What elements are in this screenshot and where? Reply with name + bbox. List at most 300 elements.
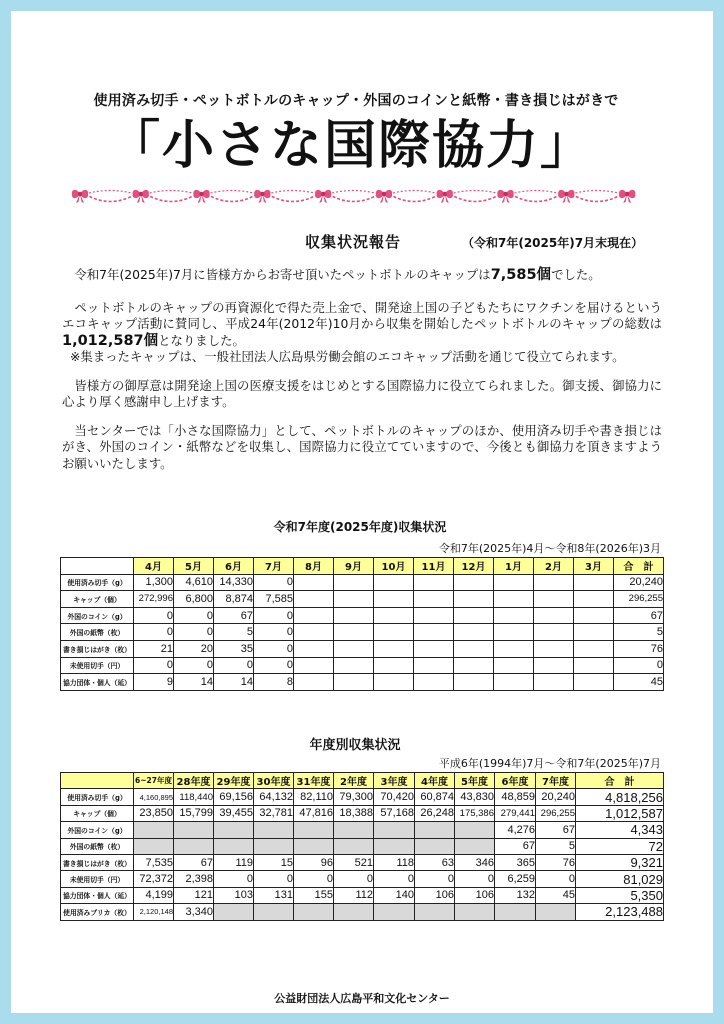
value-cell: 26,248 — [415, 805, 455, 821]
column-header: 6年度 — [495, 773, 536, 789]
value-cell: 8 — [254, 674, 294, 691]
value-cell: 0 — [415, 871, 455, 887]
ribbon-segment — [450, 194, 501, 202]
value-cell — [494, 674, 534, 691]
shaded-cell — [536, 904, 576, 920]
monthly-caps-count: 7,585個 — [490, 267, 552, 283]
value-cell: 4,160,895 — [134, 789, 174, 805]
table-row — [61, 591, 664, 608]
value-cell: 0 — [134, 624, 174, 641]
value-cell — [494, 591, 534, 608]
value-cell — [334, 607, 374, 624]
ribbon-segment — [146, 191, 197, 195]
value-cell: 67 — [536, 822, 576, 838]
value-cell: 0 — [294, 871, 334, 887]
value-cell — [494, 640, 534, 657]
value-cell: 32,781 — [254, 805, 294, 821]
value-cell: 76 — [536, 854, 576, 870]
shaded-cell — [374, 904, 415, 920]
value-cell: 64,132 — [254, 789, 294, 805]
value-cell: 106 — [415, 887, 455, 903]
column-header: 4月 — [134, 558, 174, 575]
bow-icon — [376, 190, 392, 203]
value-cell: 15 — [254, 854, 294, 870]
value-cell — [454, 624, 494, 641]
ribbon-segment — [571, 194, 622, 202]
value-cell: 48,859 — [495, 789, 536, 805]
value-cell: 43,830 — [455, 789, 495, 805]
row-label: 使用済み切手（g） — [61, 789, 134, 805]
value-cell: 103 — [214, 887, 254, 903]
bow-knot — [321, 192, 325, 196]
value-cell: 14 — [174, 674, 214, 691]
value-cell: 20 — [174, 640, 214, 657]
column-header: 28年度 — [174, 773, 214, 789]
shaded-cell — [134, 822, 174, 838]
value-cell — [574, 607, 614, 624]
value-cell — [534, 640, 574, 657]
bow-knot — [78, 192, 82, 196]
ribbon-segment — [571, 191, 622, 195]
footer-organization: 公益財団法人広島平和文化センター — [274, 992, 450, 1005]
value-cell: 365 — [495, 854, 536, 870]
value-cell — [414, 657, 454, 674]
total-cell: 2,123,488 — [576, 904, 664, 920]
value-cell: 23,850 — [134, 805, 174, 821]
value-cell: 67 — [214, 607, 254, 624]
value-cell — [294, 574, 334, 591]
column-header: 12月 — [454, 558, 494, 575]
value-cell: 69,156 — [214, 789, 254, 805]
history-table — [60, 772, 664, 921]
value-cell — [574, 674, 614, 691]
value-cell — [334, 624, 374, 641]
table-row — [61, 574, 664, 591]
value-cell: 140 — [374, 887, 415, 903]
ribbon-segment — [146, 194, 197, 202]
report-body — [62, 267, 662, 472]
flyer-subtitle: 使用済み切手・ペットボトルのキャップ・外国のコインと紙幣・書き損じはがきで — [93, 93, 619, 109]
value-cell: 106 — [455, 887, 495, 903]
value-cell — [374, 657, 414, 674]
table-row — [61, 854, 664, 870]
row-label: キャップ（個） — [61, 591, 134, 608]
table-row — [61, 789, 664, 805]
value-cell: 0 — [174, 657, 214, 674]
value-cell: 60,874 — [415, 789, 455, 805]
table-row — [61, 887, 664, 903]
value-cell — [414, 591, 454, 608]
history-table-period: 平成6年(1994年)7月～令和7年(2025年)7月 — [438, 757, 661, 770]
value-cell: 5 — [536, 838, 576, 854]
corner-cell — [61, 773, 134, 789]
value-cell — [374, 607, 414, 624]
value-cell: 1,300 — [134, 574, 174, 591]
value-cell: 0 — [214, 657, 254, 674]
column-header: 1月 — [494, 558, 534, 575]
value-cell — [334, 674, 374, 691]
paragraph-eco-cap — [62, 300, 662, 350]
row-label: 未使用切手（円） — [61, 871, 134, 887]
value-cell: 82,110 — [294, 789, 334, 805]
value-cell — [414, 674, 454, 691]
value-cell: 15,799 — [174, 805, 214, 821]
ribbon-segment — [267, 191, 318, 195]
value-cell — [534, 624, 574, 641]
value-cell — [374, 624, 414, 641]
total-cell: 4,818,256 — [576, 789, 664, 805]
value-cell: 0 — [214, 871, 254, 887]
value-cell — [494, 607, 534, 624]
value-cell: 119 — [214, 854, 254, 870]
value-cell — [574, 574, 614, 591]
shaded-cell — [455, 822, 495, 838]
value-cell: 20,240 — [536, 789, 576, 805]
column-header: 8月 — [294, 558, 334, 575]
total-cell: 72 — [576, 838, 664, 854]
shaded-cell — [214, 822, 254, 838]
column-header: 2年度 — [334, 773, 374, 789]
report-heading: 収集状況報告 — [305, 233, 402, 251]
value-cell: 2,120,148 — [134, 904, 174, 920]
value-cell: 0 — [254, 607, 294, 624]
column-header: 7月 — [254, 558, 294, 575]
value-cell — [534, 674, 574, 691]
value-cell: 39,455 — [214, 805, 254, 821]
total-cell: 296,255 — [614, 591, 664, 608]
value-cell: 3,340 — [174, 904, 214, 920]
ribbon-segment — [389, 191, 440, 195]
value-cell: 0 — [174, 624, 214, 641]
value-cell: 57,168 — [374, 805, 415, 821]
value-cell — [494, 657, 534, 674]
value-cell — [494, 624, 534, 641]
value-cell: 132 — [495, 887, 536, 903]
value-cell — [574, 657, 614, 674]
value-cell: 155 — [294, 887, 334, 903]
value-cell: 0 — [334, 871, 374, 887]
row-label: 未使用切手（円） — [61, 657, 134, 674]
text: ペットボトルのキャップの再資源化で得た売上金で、開発途上国の子どもたちにワクチンを届けるというエコキャップ活動に賛同し、平成24年(2012年)10月から収集を開始したペットボトルのキャップの総数は — [62, 299, 662, 331]
value-cell: 0 — [134, 657, 174, 674]
value-cell: 96 — [294, 854, 334, 870]
total-cell: 5,350 — [576, 887, 664, 903]
total-cell: 67 — [614, 607, 664, 624]
value-cell — [294, 640, 334, 657]
value-cell: 4,610 — [174, 574, 214, 591]
column-header: 7年度 — [536, 773, 576, 789]
text: となりました。 — [158, 332, 245, 348]
row-label: 書き損じはがき（枚） — [61, 640, 134, 657]
value-cell: 175,386 — [455, 805, 495, 821]
row-label: 外国のコイン（g） — [61, 607, 134, 624]
value-cell: 4,199 — [134, 887, 174, 903]
bow-icon — [437, 190, 453, 203]
value-cell: 67 — [174, 854, 214, 870]
column-header: 11月 — [414, 558, 454, 575]
paragraph-request: 当センターでは「小さな国際協力」として、ペットボトルのキャップのほか、使用済み切手や書き損じはがき、外国のコイン・紙幣などを収集し、国際協力に役立てていますので、今後とも御協力を頂きますようお願いいたします。 — [62, 422, 662, 471]
table-row — [61, 838, 664, 854]
value-cell: 0 — [254, 871, 294, 887]
table-row — [61, 904, 664, 920]
total-cell: 20,240 — [614, 574, 664, 591]
value-cell — [534, 607, 574, 624]
bow-icon — [72, 190, 88, 203]
flyer-title: 「小さな国際協力」 — [107, 116, 594, 176]
row-label: キャップ（個） — [61, 805, 134, 821]
value-cell: 0 — [536, 871, 576, 887]
value-cell — [454, 640, 494, 657]
value-cell: 272,996 — [134, 591, 174, 608]
bow-icon — [193, 190, 209, 203]
value-cell: 0 — [374, 871, 415, 887]
ribbon-segment — [450, 191, 501, 195]
value-cell: 0 — [254, 574, 294, 591]
value-cell — [574, 591, 614, 608]
shaded-cell — [374, 838, 415, 854]
column-header: 29年度 — [214, 773, 254, 789]
value-cell — [414, 624, 454, 641]
column-header: 6~27年度 — [134, 773, 174, 789]
current-year-table — [60, 557, 664, 691]
value-cell — [454, 607, 494, 624]
value-cell: 112 — [334, 887, 374, 903]
value-cell: 67 — [495, 838, 536, 854]
bow-icon — [497, 190, 513, 203]
shaded-cell — [294, 822, 334, 838]
value-cell — [294, 674, 334, 691]
value-cell — [294, 624, 334, 641]
ribbon-garland — [66, 182, 638, 208]
value-cell — [534, 591, 574, 608]
value-cell — [294, 607, 334, 624]
value-cell: 346 — [455, 854, 495, 870]
bow-knot — [260, 192, 264, 196]
bow-knot — [564, 192, 568, 196]
value-cell: 47,816 — [294, 805, 334, 821]
value-cell: 4,276 — [495, 822, 536, 838]
ribbon-segment — [511, 191, 562, 195]
value-cell — [574, 640, 614, 657]
value-cell: 0 — [254, 657, 294, 674]
value-cell: 279,441 — [495, 805, 536, 821]
value-cell — [374, 591, 414, 608]
table-row — [61, 640, 664, 657]
value-cell — [494, 574, 534, 591]
value-cell: 118,440 — [174, 789, 214, 805]
ribbon-segment — [207, 191, 258, 195]
column-header: 3月 — [574, 558, 614, 575]
value-cell: 14 — [214, 674, 254, 691]
ribbon-segment — [207, 194, 258, 202]
row-label: 協力団体・個人（延） — [61, 674, 134, 691]
value-cell: 79,300 — [334, 789, 374, 805]
shaded-cell — [415, 822, 455, 838]
column-header: 4年度 — [415, 773, 455, 789]
value-cell: 7,585 — [254, 591, 294, 608]
value-cell: 9 — [134, 674, 174, 691]
value-cell: 0 — [254, 640, 294, 657]
row-label: 使用済み切手（g） — [61, 574, 134, 591]
table-row — [61, 822, 664, 838]
header-row — [61, 558, 664, 575]
value-cell — [334, 657, 374, 674]
shaded-cell — [254, 838, 294, 854]
value-cell — [374, 640, 414, 657]
row-label: 外国の紙幣（枚） — [61, 624, 134, 641]
table-row — [61, 624, 664, 641]
shaded-cell — [334, 904, 374, 920]
value-cell — [454, 657, 494, 674]
total-cell: 81,029 — [576, 871, 664, 887]
value-cell — [454, 591, 494, 608]
header-row — [61, 773, 664, 789]
row-label: 外国の紙幣（枚） — [61, 838, 134, 854]
value-cell: 131 — [254, 887, 294, 903]
shaded-cell — [254, 904, 294, 920]
paragraph-thanks: 皆様方の御厚意は開発途上国の医療支援をはじめとする国際協力に役立てられました。御支援、御協力に心より厚く感謝申し上げます。 — [62, 377, 662, 409]
value-cell — [414, 640, 454, 657]
ribbon-segment — [267, 194, 318, 202]
shaded-cell — [294, 838, 334, 854]
bow-knot — [443, 192, 447, 196]
total-cell: 45 — [614, 674, 664, 691]
history-table-title: 年度別収集状況 — [309, 738, 401, 753]
report-as-of-date: （令和7年(2025年)7月末現在） — [462, 236, 644, 250]
value-cell: 0 — [254, 624, 294, 641]
value-cell: 70,420 — [374, 789, 415, 805]
total-cell: 1,012,587 — [576, 805, 664, 821]
total-cell: 9,321 — [576, 854, 664, 870]
bow-knot — [382, 192, 386, 196]
current-year-table-period: 令和7年(2025年)4月～令和8年(2026年)3月 — [438, 542, 661, 555]
total-cell: 76 — [614, 640, 664, 657]
value-cell — [454, 674, 494, 691]
text: 令和7年(2025年)7月に皆様方からお寄せ頂いたペットボトルのキャップは — [74, 267, 491, 282]
column-header: 9月 — [334, 558, 374, 575]
column-header: 6月 — [214, 558, 254, 575]
shaded-cell — [334, 822, 374, 838]
value-cell — [454, 574, 494, 591]
value-cell — [534, 657, 574, 674]
value-cell: 14,330 — [214, 574, 254, 591]
value-cell: 121 — [174, 887, 214, 903]
value-cell: 0 — [134, 607, 174, 624]
bow-knot — [139, 192, 143, 196]
shaded-cell — [294, 904, 334, 920]
shaded-cell — [455, 904, 495, 920]
row-label: 使用済みプリカ（枚） — [61, 904, 134, 920]
value-cell: 296,255 — [536, 805, 576, 821]
value-cell — [294, 657, 334, 674]
shaded-cell — [214, 838, 254, 854]
total-cell: 0 — [614, 657, 664, 674]
column-header: 5年度 — [455, 773, 495, 789]
value-cell — [374, 674, 414, 691]
column-header: 合 計 — [576, 773, 664, 789]
ribbon-segment — [328, 191, 379, 195]
shaded-cell — [134, 838, 174, 854]
ribbon-segment — [389, 194, 440, 202]
paragraph-monthly-caps — [62, 267, 662, 284]
bow-icon — [254, 190, 270, 203]
value-cell — [334, 591, 374, 608]
note-eco-cap: ※集まったキャップは、一般社団法人広島県労働会館のエコキャップ活動を通じて役立てられます。 — [70, 349, 625, 364]
bow-knot — [625, 192, 629, 196]
shaded-cell — [455, 838, 495, 854]
ribbon-segment — [85, 191, 136, 195]
shaded-cell — [334, 838, 374, 854]
column-header: 10月 — [374, 558, 414, 575]
table-row — [61, 805, 664, 821]
value-cell: 63 — [415, 854, 455, 870]
column-header: 3年度 — [374, 773, 415, 789]
shaded-cell — [415, 904, 455, 920]
shaded-cell — [495, 904, 536, 920]
value-cell: 0 — [174, 607, 214, 624]
value-cell: 45 — [536, 887, 576, 903]
corner-cell — [61, 558, 134, 575]
value-cell: 18,388 — [334, 805, 374, 821]
value-cell — [334, 574, 374, 591]
column-header: 2月 — [534, 558, 574, 575]
total-caps-count: 1,012,587個 — [62, 332, 159, 349]
table-row — [61, 871, 664, 887]
total-cell: 4,343 — [576, 822, 664, 838]
column-header: 30年度 — [254, 773, 294, 789]
value-cell — [334, 640, 374, 657]
value-cell — [374, 574, 414, 591]
value-cell: 35 — [214, 640, 254, 657]
value-cell: 521 — [334, 854, 374, 870]
value-cell — [414, 607, 454, 624]
value-cell: 0 — [455, 871, 495, 887]
shaded-cell — [374, 822, 415, 838]
bow-icon — [133, 190, 149, 203]
bow-icon — [558, 190, 574, 203]
value-cell — [414, 574, 454, 591]
table-row — [61, 607, 664, 624]
table-row — [61, 657, 664, 674]
text: でした。 — [551, 267, 601, 282]
shaded-cell — [174, 838, 214, 854]
shaded-cell — [214, 904, 254, 920]
value-cell: 7,535 — [134, 854, 174, 870]
row-label: 外国のコイン（g） — [61, 822, 134, 838]
ribbon-segment — [511, 194, 562, 202]
value-cell: 21 — [134, 640, 174, 657]
shaded-cell — [174, 822, 214, 838]
value-cell: 5 — [214, 624, 254, 641]
column-header: 5月 — [174, 558, 214, 575]
column-header: 合 計 — [614, 558, 664, 575]
row-label: 書き損じはがき（枚） — [61, 854, 134, 870]
value-cell — [534, 574, 574, 591]
total-cell: 5 — [614, 624, 664, 641]
bow-icon — [315, 190, 331, 203]
ribbon-segment — [85, 194, 136, 202]
row-label: 協力団体・個人（延） — [61, 887, 134, 903]
value-cell: 8,874 — [214, 591, 254, 608]
ribbon-segment — [328, 194, 379, 202]
bow-knot — [503, 192, 507, 196]
value-cell: 6,259 — [495, 871, 536, 887]
value-cell: 6,800 — [174, 591, 214, 608]
value-cell: 72,372 — [134, 871, 174, 887]
value-cell — [294, 591, 334, 608]
bow-knot — [199, 192, 203, 196]
bow-icon — [619, 190, 635, 203]
